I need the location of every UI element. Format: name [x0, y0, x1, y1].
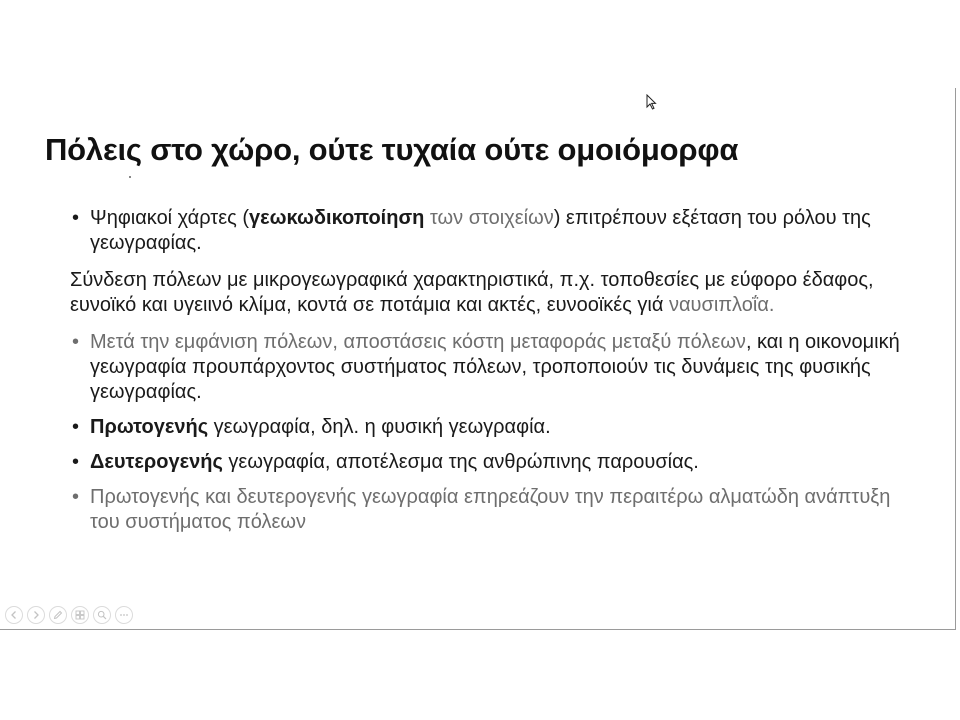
slide-title: Πόλεις στο χώρο, ούτε τυχαία ούτε ομοιόμορφα [45, 132, 739, 167]
zoom-button[interactable] [93, 606, 111, 624]
text-segment: γεωγραφία, αποτέλεσμα της ανθρώπινης παρουσίας. [222, 451, 699, 473]
text-segment-gray: ναυσιπλοΐα. [668, 294, 775, 316]
bullet: • [72, 486, 80, 508]
mouse-cursor-icon [646, 94, 658, 110]
text-segment-gray: Μετά την εμφάνιση πόλεων, αποστάσεις κόστη μεταφοράς μεταξύ πόλεων [90, 331, 746, 353]
zoom-icon [96, 609, 108, 621]
text-segment: , και η οικονομική γεωγραφία προυπάρχοντος συστήματος πόλεων, τροποποιούν τις δυνάμεις της φυσικής γεωγραφίας. [90, 331, 900, 403]
see-all-slides-button[interactable] [71, 606, 89, 624]
more-options-button[interactable] [115, 606, 133, 624]
list-item [72, 485, 902, 535]
list-item [72, 206, 902, 256]
text-segment-gray: των στοιχείων [424, 207, 554, 229]
stray-mark [129, 176, 131, 178]
slideshow-toolbar [5, 606, 133, 626]
presentation-slide [0, 88, 956, 630]
pen-tool-button[interactable] [49, 606, 67, 624]
text-segment: ) επιτρέπουν εξέταση του ρόλου της γεωγραφίας. [90, 207, 871, 254]
text-segment: τοποθεσίες με εύφορο έδαφος, ευνοϊκό και υγειινό κλίμα, κοντά σε ποτάμια και ακτές, ευνοοϊκές γιά [70, 269, 874, 316]
list-item [72, 330, 902, 405]
next-slide-button[interactable] [27, 606, 45, 624]
list-item [72, 450, 902, 475]
bullet: • [72, 207, 80, 229]
text-segment: Ψηφιακοί χάρτες ( [90, 207, 249, 229]
slides-icon [74, 609, 86, 621]
text-segment: Σύνδεση πόλεων με μικρογεωγραφικά χαρακτηριστικά, π.χ. [70, 269, 596, 291]
pen-icon [52, 609, 64, 621]
text-segment-bold: γεωκωδικοποίηση [248, 207, 425, 229]
text-segment-bold: Δευτερογενής [90, 451, 223, 473]
next-icon [30, 609, 42, 621]
previous-slide-button[interactable] [5, 606, 23, 624]
slide-content [72, 206, 902, 544]
more-icon [118, 609, 130, 621]
list-item [72, 415, 902, 440]
previous-icon [8, 609, 20, 621]
bullet: • [72, 416, 80, 438]
text-segment-gray: Πρωτογενής και δευτερογενής γεωγραφία επηρεάζουν την περαιτέρω αλματώδη ανάπτυξη του συστήματος πόλεων [90, 486, 891, 533]
bullet: • [72, 331, 80, 353]
bullet: • [72, 451, 80, 473]
list-item [70, 268, 902, 318]
text-segment: γεωγραφία, δηλ. η φυσική γεωγραφία. [208, 416, 551, 438]
text-segment-bold: Πρωτογενής [90, 416, 209, 438]
